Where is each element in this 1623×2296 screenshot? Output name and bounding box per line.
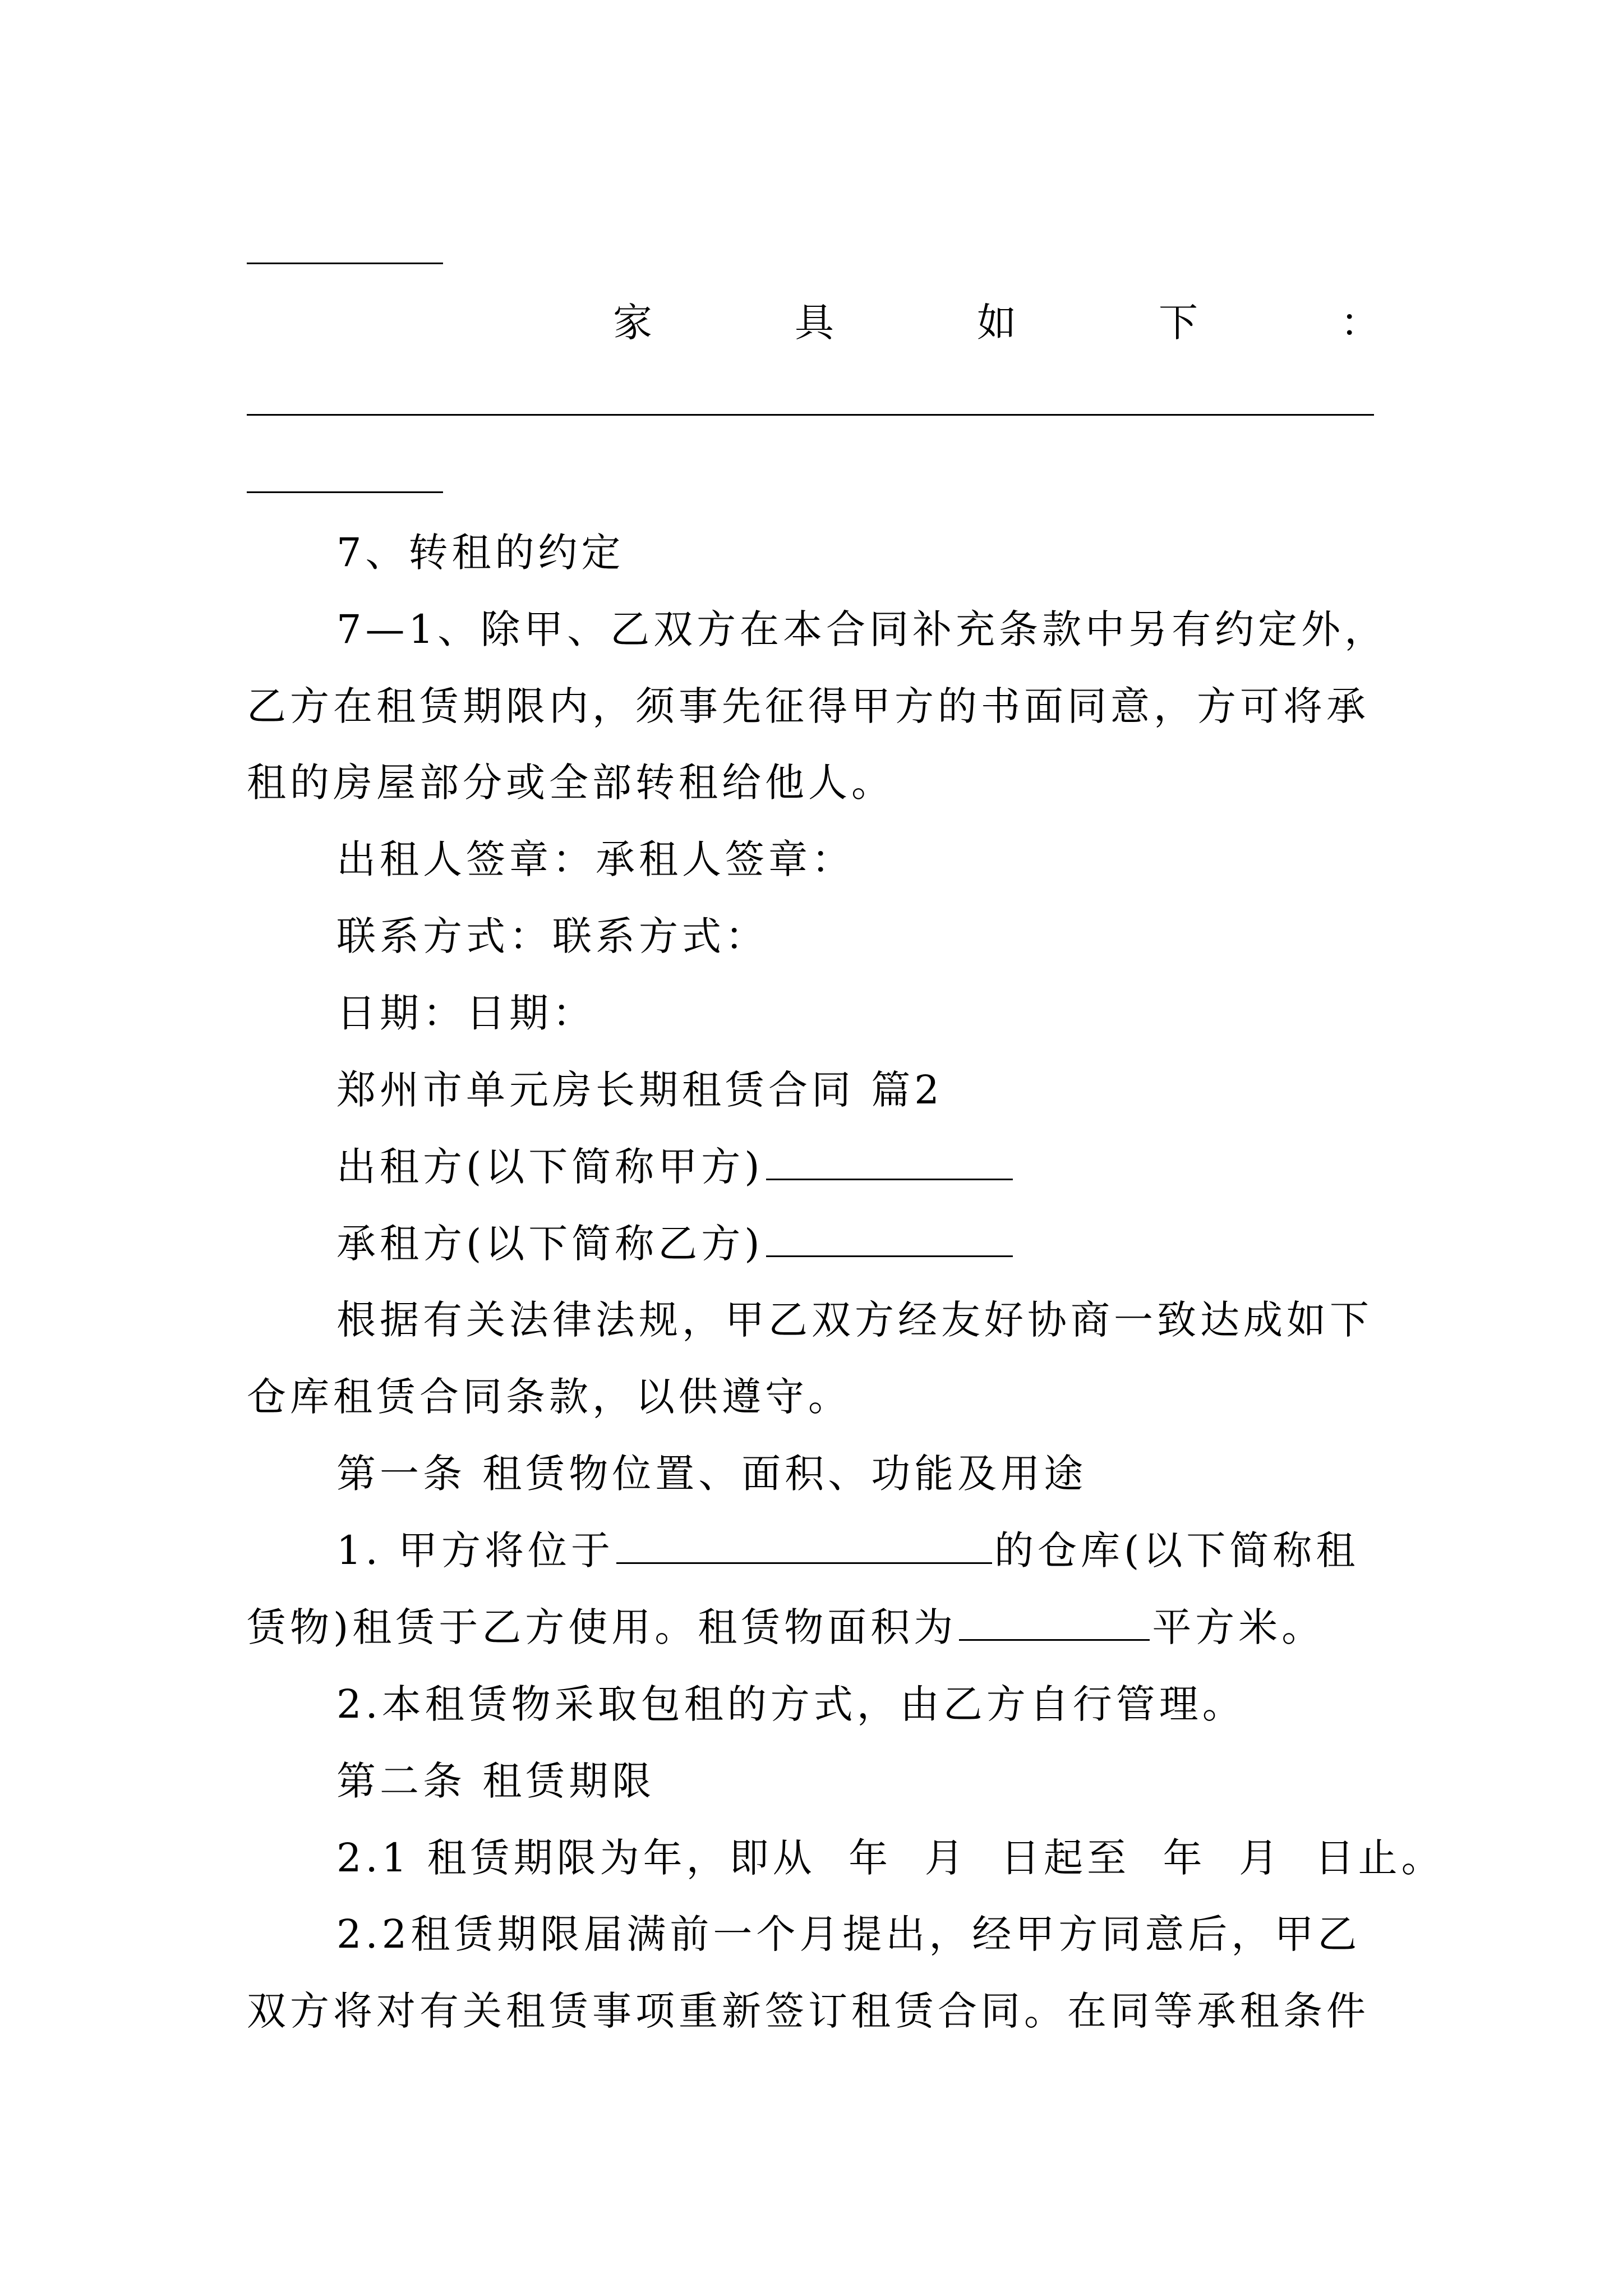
underline-short-top bbox=[247, 263, 443, 264]
article1-clause1-line2 bbox=[247, 1602, 1325, 1653]
article2-clause2-line: 双方将对有关租赁事项重新签订租赁合同。在同等承租条件 bbox=[247, 1988, 1370, 2034]
lessee-line bbox=[336, 1218, 1015, 1269]
article1-clause1-line bbox=[336, 1525, 1359, 1576]
signature-line: 出租人签章：承租人签章： bbox=[336, 836, 855, 882]
clause7-paragraph-line: 乙方在租赁期限内，须事先征得甲方的书面同意，方可将承 bbox=[247, 683, 1370, 729]
clause7-title: 7、转租的约定 bbox=[336, 530, 625, 576]
article1-clause1-line2-suffix: 平方米。 bbox=[1152, 1604, 1325, 1650]
intro-line: 仓库租赁合同条款，以供遵守。 bbox=[247, 1374, 851, 1420]
underline-short bbox=[247, 491, 443, 493]
article1-clause1-line2-prefix: 赁物)租赁于乙方使用。租赁物面积为 bbox=[247, 1604, 957, 1650]
lessee-blank bbox=[766, 1222, 1013, 1257]
article2-clause2-line: 2.2租赁期限届满前一个月提出，经甲方同意后，甲乙 bbox=[336, 1911, 1361, 1957]
furniture-heading-char: 家 bbox=[613, 300, 652, 346]
article1-clause2: 2.本租赁物采取包租的方式，由乙方自行管理。 bbox=[336, 1681, 1246, 1727]
article2-title: 第二条 租赁期限 bbox=[336, 1758, 656, 1804]
article1-clause1-suffix: 的仓库(以下简称租 bbox=[994, 1527, 1359, 1573]
clause7-paragraph-line: 7—1、除甲、乙双方在本合同补充条款中另有约定外， bbox=[336, 606, 1388, 652]
lessor-line bbox=[336, 1142, 1015, 1192]
furniture-heading bbox=[0, 297, 1623, 348]
furniture-heading-char: 如 bbox=[977, 300, 1016, 346]
contract-title: 郑州市单元房长期租赁合同 篇2 bbox=[336, 1067, 943, 1113]
furniture-heading-char: 下 bbox=[1159, 300, 1198, 346]
underline-long bbox=[247, 414, 1374, 416]
date-line: 日期：日期： bbox=[336, 990, 596, 1036]
furniture-heading-char: ： bbox=[1340, 300, 1380, 346]
article2-clause1: 2.1 租赁期限为年，即从 年 月 日起至 年 月 日止。 bbox=[336, 1835, 1445, 1881]
lessor-blank bbox=[766, 1145, 1013, 1180]
intro-line: 根据有关法律法规，甲乙双方经友好协商一致达成如下 bbox=[336, 1297, 1373, 1343]
location-blank bbox=[616, 1529, 992, 1564]
furniture-heading-char: 具 bbox=[795, 300, 834, 346]
area-blank bbox=[959, 1605, 1150, 1641]
article1-clause1-prefix: 1. 甲方将位于 bbox=[336, 1527, 615, 1573]
clause7-paragraph-line: 租的房屋部分或全部转租给他人。 bbox=[247, 760, 895, 806]
lessor-label: 出租方(以下简称甲方) bbox=[336, 1144, 764, 1190]
lessee-label: 承租方(以下简称乙方) bbox=[336, 1221, 764, 1267]
contact-line: 联系方式：联系方式： bbox=[336, 913, 768, 959]
article1-title: 第一条 租赁物位置、面积、功能及用途 bbox=[336, 1451, 1087, 1497]
